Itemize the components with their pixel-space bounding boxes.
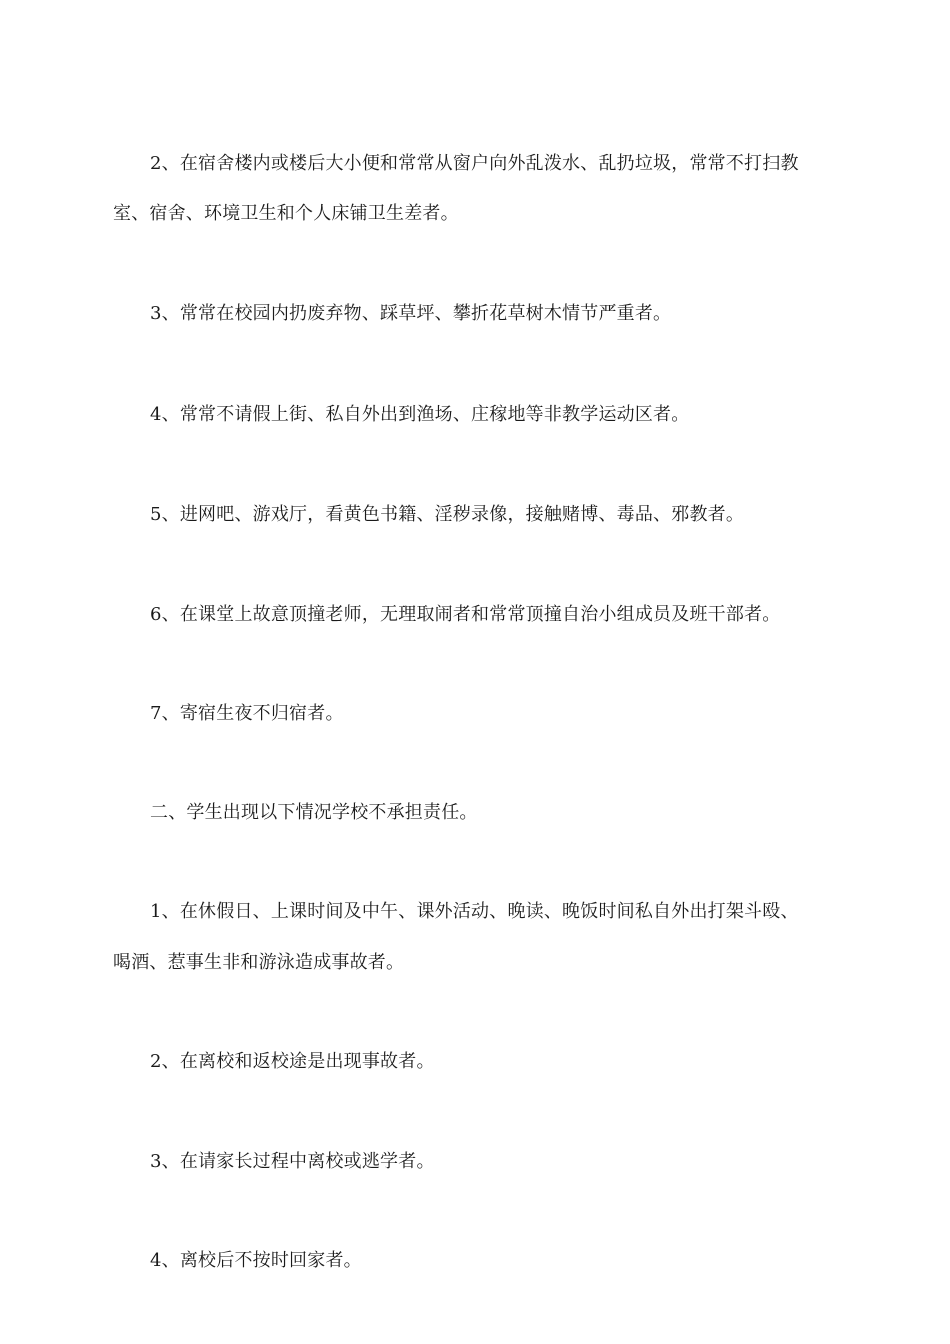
section-2-item-3: 3、在请家长过程中离校或逃学者。	[150, 1151, 435, 1172]
section-heading-2: 二、学生出现以下情况学校不承担责任。	[150, 802, 478, 823]
paragraph-2-line-1: 2、在宿舍楼内或楼后大小便和常常从窗户向外乱泼水、乱扔垃圾，常常不打扫教	[150, 153, 799, 174]
paragraph-4: 4、常常不请假上街、私自外出到渔场、庄稼地等非教学运动区者。	[150, 404, 690, 425]
paragraph-7: 7、寄宿生夜不归宿者。	[150, 703, 344, 724]
paragraph-3: 3、常常在校园内扔废弃物、踩草坪、攀折花草树木情节严重者。	[150, 303, 672, 324]
section-2-item-4: 4、离校后不按时回家者。	[150, 1250, 362, 1271]
section-2-item-1-line-2: 喝酒、惹事生非和游泳造成事故者。	[113, 952, 405, 973]
section-2-item-1-line-1: 1、在休假日、上课时间及中午、课外活动、晚读、晚饭时间私自外出打架斗殴、	[150, 901, 799, 922]
paragraph-5: 5、进网吧、游戏厅，看黄色书籍、淫秽录像，接触赌博、毒品、邪教者。	[150, 504, 745, 525]
paragraph-2-line-2: 室、宿舍、环境卫生和个人床铺卫生差者。	[113, 203, 459, 224]
paragraph-6: 6、在课堂上故意顶撞老师，无理取闹者和常常顶撞自治小组成员及班干部者。	[150, 604, 781, 625]
section-2-item-2: 2、在离校和返校途是出现事故者。	[150, 1051, 435, 1072]
